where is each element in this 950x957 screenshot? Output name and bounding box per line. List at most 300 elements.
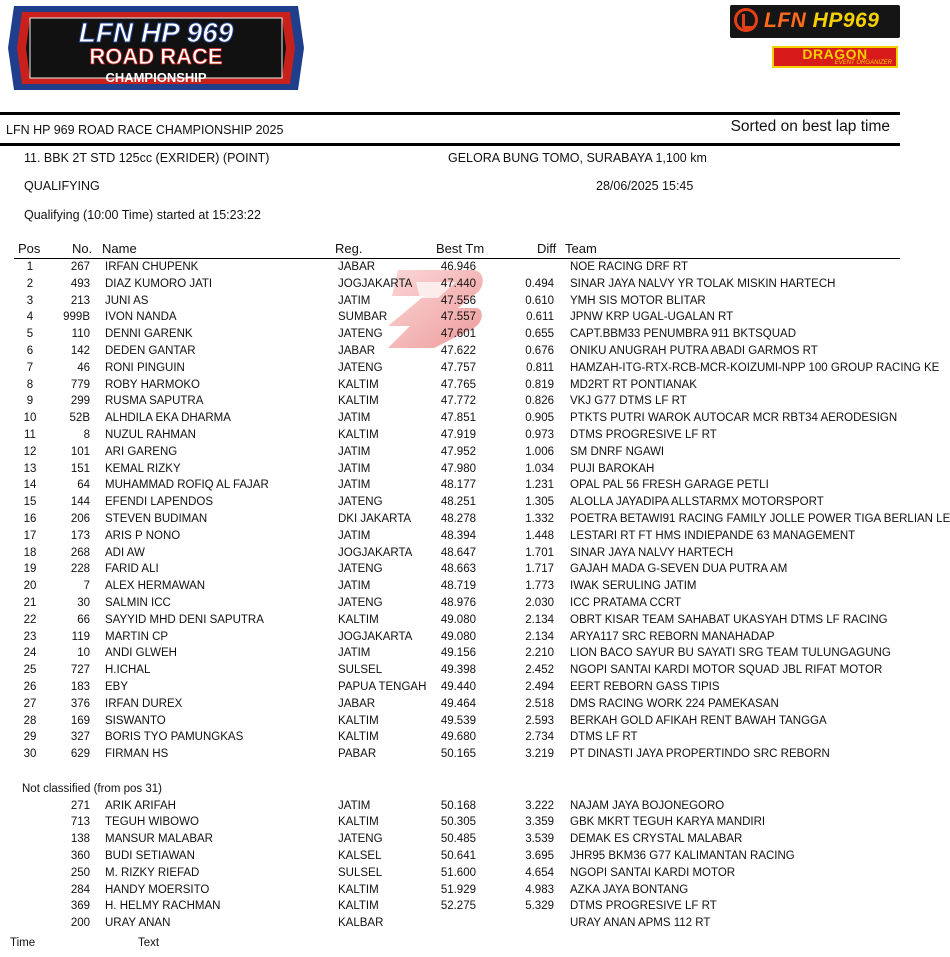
cell-best: 49.440 bbox=[440, 681, 476, 693]
cell-diff: 4.654 bbox=[525, 866, 554, 879]
cell-diff: 2.210 bbox=[525, 647, 554, 660]
table-row bbox=[0, 898, 900, 915]
cell-diff: 1.332 bbox=[525, 513, 554, 525]
cell-no: 138 bbox=[70, 833, 90, 846]
cell-no: 142 bbox=[70, 345, 90, 357]
table-row bbox=[0, 259, 900, 276]
cell-best: 51.929 bbox=[440, 883, 476, 896]
cell-name: URAY ANAN bbox=[105, 917, 171, 930]
cell-diff: 0.655 bbox=[525, 328, 554, 341]
cell-reg: KALTIM bbox=[338, 816, 379, 829]
cell-name: STEVEN BUDIMAN bbox=[105, 513, 208, 525]
cell-name: SISWANTO bbox=[105, 714, 166, 727]
cell-best: 49.398 bbox=[440, 664, 476, 677]
race-class: 11. BBK 2T STD 125cc (EXRIDER) (POINT) bbox=[24, 151, 270, 165]
cell-pos: 16 bbox=[23, 513, 37, 525]
table-row bbox=[0, 629, 900, 646]
cell-best: 47.601 bbox=[440, 328, 476, 341]
championship-logo bbox=[4, 2, 308, 94]
cell-team: LESTARI RT FT HMS INDIEPANDE 63 MANAGEMENT bbox=[570, 529, 856, 542]
cell-no: 119 bbox=[71, 630, 90, 643]
title-divider bbox=[0, 143, 900, 146]
cell-no: 369 bbox=[70, 900, 90, 913]
cell-diff: 2.494 bbox=[525, 681, 554, 693]
cell-team: DEMAK ES CRYSTAL MALABAR bbox=[570, 833, 743, 846]
cell-diff: 1.305 bbox=[525, 496, 554, 509]
cell-name: DENNI GARENK bbox=[105, 328, 193, 341]
cell-team: NOE RACING DRF RT bbox=[570, 261, 688, 273]
cell-name: ARI GARENG bbox=[105, 445, 178, 458]
cell-diff: 1.773 bbox=[525, 580, 554, 593]
cell-no: 268 bbox=[70, 546, 90, 559]
cell-name: ROBY HARMOKO bbox=[105, 378, 200, 391]
cell-best: 49.156 bbox=[440, 647, 476, 660]
cell-name: ALEX HERMAWAN bbox=[105, 580, 206, 593]
cell-team: IWAK SERULING JATIM bbox=[570, 580, 697, 593]
cell-no: 200 bbox=[70, 917, 90, 930]
cell-team: EERT REBORN GASS TIPIS bbox=[570, 681, 720, 693]
cell-reg: JATIM bbox=[338, 445, 371, 458]
event-title: LFN HP 969 ROAD RACE CHAMPIONSHIP 2025 bbox=[6, 123, 284, 137]
col-no: No. bbox=[72, 241, 93, 256]
cell-team: GAJAH MADA G-SEVEN DUA PUTRA AM bbox=[570, 563, 788, 576]
cell-diff: 0.819 bbox=[525, 378, 554, 391]
cell-name: JUNI AS bbox=[105, 294, 149, 307]
cell-team: ICC PRATAMA CCRT bbox=[570, 597, 682, 609]
cell-team: YMH SIS MOTOR BLITAR bbox=[570, 294, 706, 307]
cell-reg: JATIM bbox=[338, 529, 371, 542]
cell-team: DTMS LF RT bbox=[570, 731, 638, 744]
cell-name: H.ICHAL bbox=[105, 664, 151, 677]
cell-team: GBK MKRT TEGUH KARYA MANDIRI bbox=[570, 816, 766, 829]
cell-best: 46.946 bbox=[440, 261, 476, 273]
cell-reg: JATIM bbox=[338, 647, 371, 660]
table-row bbox=[0, 746, 900, 763]
cell-name: MUHAMMAD ROFIQ AL FAJAR bbox=[105, 479, 269, 492]
cell-team: ARYA117 SRC REBORN MANAHADAP bbox=[570, 630, 775, 643]
cell-reg: JATIM bbox=[338, 412, 371, 425]
cell-name: SALMIN ICC bbox=[105, 597, 171, 609]
cell-diff: 3.359 bbox=[525, 816, 554, 829]
cell-reg: JATIM bbox=[338, 799, 371, 812]
cell-team: CAPT.BBM33 PENUMBRA 911 BKTSQUAD bbox=[570, 328, 797, 341]
cell-diff: 2.452 bbox=[525, 664, 554, 677]
cell-best: 47.757 bbox=[440, 361, 476, 374]
cell-team: JPNW KRP UGAL-UGALAN RT bbox=[570, 311, 734, 324]
cell-team: DTMS PROGRESIVE LF RT bbox=[570, 429, 717, 441]
cell-pos: 19 bbox=[23, 563, 37, 576]
cell-reg: JOGJAKARTA bbox=[338, 630, 413, 643]
cell-diff: 4.983 bbox=[525, 883, 554, 896]
cell-best: 48.177 bbox=[440, 479, 476, 492]
cell-pos: 5 bbox=[26, 328, 34, 341]
not-classified-label: Not classified (from pos 31) bbox=[22, 783, 162, 795]
cell-best: 49.464 bbox=[440, 697, 476, 710]
cell-best: 48.663 bbox=[440, 563, 476, 576]
cell-no: 144 bbox=[70, 496, 90, 509]
cell-team: SM DNRF NGAWI bbox=[570, 445, 665, 458]
session-info: Qualifying (10:00 Time) started at 15:23:22 bbox=[24, 208, 261, 222]
cell-pos: 13 bbox=[23, 462, 37, 475]
cell-pos: 22 bbox=[23, 613, 37, 626]
table-row bbox=[0, 679, 900, 696]
table-row bbox=[0, 798, 900, 815]
cell-reg: KALTIM bbox=[338, 731, 379, 744]
cell-team: HAMZAH-ITG-RTX-RCB-MCR-KOIZUMI-NPP 100 GROUP RACING KE bbox=[570, 361, 940, 374]
cell-name: BUDI SETIAWAN bbox=[105, 849, 195, 862]
cell-reg: KALTIM bbox=[338, 395, 379, 408]
cell-pos: 24 bbox=[23, 647, 37, 660]
table-row bbox=[0, 528, 900, 545]
footer-text-label: Text bbox=[138, 937, 160, 949]
cell-best: 47.952 bbox=[440, 445, 476, 458]
cell-pos: 18 bbox=[23, 546, 37, 559]
cell-no: 10 bbox=[77, 647, 90, 660]
cell-no: 151 bbox=[70, 462, 90, 475]
table-row bbox=[0, 444, 900, 461]
cell-best: 48.647 bbox=[440, 546, 476, 559]
cell-best: 50.305 bbox=[440, 816, 476, 829]
cell-best: 47.440 bbox=[440, 277, 476, 290]
cell-best: 49.539 bbox=[440, 714, 476, 727]
table-row bbox=[0, 545, 900, 562]
cell-best: 47.765 bbox=[440, 378, 476, 391]
cell-best: 48.278 bbox=[440, 513, 476, 525]
col-diff: Diff bbox=[537, 241, 557, 256]
logo-line-2: ROAD RACE bbox=[89, 44, 223, 69]
cell-no: 213 bbox=[70, 294, 90, 307]
cell-reg: SULSEL bbox=[338, 664, 383, 677]
cell-diff: 0.494 bbox=[525, 277, 554, 290]
cell-no: 327 bbox=[70, 731, 90, 744]
cell-pos: 23 bbox=[23, 630, 37, 643]
cell-team: AZKA JAYA BONTANG bbox=[570, 883, 689, 896]
cell-pos: 6 bbox=[26, 345, 34, 357]
cell-reg: KALBAR bbox=[338, 917, 384, 930]
cell-best: 47.919 bbox=[440, 429, 476, 441]
cell-best: 49.080 bbox=[440, 630, 476, 643]
cell-no: 999B bbox=[63, 311, 90, 324]
sorted-note: Sorted on best lap time bbox=[730, 118, 890, 135]
cell-best: 47.622 bbox=[440, 345, 476, 357]
cell-reg: DKI JAKARTA bbox=[338, 513, 412, 525]
cell-no: 101 bbox=[70, 445, 90, 458]
cell-team: OPAL PAL 56 FRESH GARAGE PETLI bbox=[570, 479, 769, 492]
cell-diff: 1.701 bbox=[525, 546, 554, 559]
cell-diff: 3.219 bbox=[525, 748, 554, 761]
lfn-hp969-logo bbox=[730, 5, 900, 38]
cell-no: 629 bbox=[70, 748, 90, 761]
cell-pos: 30 bbox=[23, 748, 37, 761]
cell-diff: 3.222 bbox=[525, 799, 554, 812]
cell-name: DIAZ KUMORO JATI bbox=[105, 277, 213, 290]
table-row bbox=[0, 595, 900, 612]
table-row bbox=[0, 326, 900, 343]
table-row bbox=[0, 393, 900, 410]
cell-pos: 1 bbox=[26, 261, 34, 273]
cell-pos: 4 bbox=[26, 311, 34, 324]
table-row bbox=[0, 309, 900, 326]
cell-best: 47.772 bbox=[440, 395, 476, 408]
col-pos: Pos bbox=[18, 241, 41, 256]
cell-name: RUSMA SAPUTRA bbox=[105, 395, 204, 408]
cell-reg: JATIM bbox=[338, 580, 371, 593]
table-row bbox=[0, 511, 950, 528]
cell-no: 284 bbox=[70, 883, 90, 896]
table-row bbox=[0, 696, 900, 713]
cell-diff: 5.329 bbox=[525, 900, 554, 913]
cell-diff: 0.610 bbox=[525, 294, 554, 307]
cell-diff: 2.134 bbox=[525, 630, 554, 643]
cell-reg: KALSEL bbox=[338, 849, 382, 862]
cell-team: LION BACO SAYUR BU SAYATI SRG TEAM TULUNGAGUNG bbox=[570, 647, 891, 660]
top-divider bbox=[0, 112, 900, 115]
table-row bbox=[0, 865, 900, 882]
cell-name: M. RIZKY RIEFAD bbox=[105, 866, 200, 879]
table-row bbox=[0, 612, 900, 629]
cell-diff: 2.518 bbox=[525, 697, 554, 710]
cell-best: 52.275 bbox=[440, 900, 476, 913]
session-datetime: 28/06/2025 15:45 bbox=[596, 179, 694, 193]
cell-reg: PAPUA TENGAH bbox=[338, 681, 427, 693]
table-row bbox=[0, 477, 900, 494]
cell-name: IRFAN DUREX bbox=[105, 697, 183, 710]
cell-no: 206 bbox=[70, 513, 90, 525]
cell-no: 66 bbox=[77, 613, 90, 626]
cell-reg: JABAR bbox=[338, 345, 376, 357]
cell-no: 228 bbox=[70, 563, 90, 576]
cell-team: DMS RACING WORK 224 PAMEKASAN bbox=[570, 697, 779, 710]
cell-no: 779 bbox=[70, 378, 90, 391]
cell-no: 360 bbox=[70, 849, 90, 862]
dragon-main: DRAGON bbox=[802, 46, 868, 62]
dragon-event-logo bbox=[772, 46, 898, 68]
cell-no: 713 bbox=[70, 816, 90, 829]
cell-pos: 10 bbox=[23, 412, 37, 425]
cell-no: 271 bbox=[70, 799, 90, 812]
cell-reg: JATENG bbox=[338, 597, 383, 609]
cell-no: 493 bbox=[70, 277, 90, 290]
cell-team: PTKTS PUTRI WAROK AUTOCAR MCR RBT34 AERODESIGN bbox=[570, 412, 898, 425]
cell-reg: KALTIM bbox=[338, 714, 379, 727]
cell-reg: JATENG bbox=[338, 361, 383, 374]
table-row bbox=[0, 729, 900, 746]
cell-name: IVON NANDA bbox=[105, 311, 177, 324]
cell-no: 52B bbox=[69, 412, 90, 425]
cell-no: 173 bbox=[70, 529, 90, 542]
cell-best: 47.980 bbox=[440, 462, 476, 475]
cell-name: ADI AW bbox=[105, 546, 145, 559]
cell-team: JHR95 BKM36 G77 KALIMANTAN RACING bbox=[570, 849, 795, 862]
cell-no: 727 bbox=[70, 664, 90, 677]
cell-no: 250 bbox=[70, 866, 90, 879]
cell-team: PUJI BAROKAH bbox=[570, 462, 655, 475]
cell-name: ARIK ARIFAH bbox=[105, 799, 176, 812]
cell-reg: KALTIM bbox=[338, 900, 379, 913]
cell-best: 50.168 bbox=[440, 799, 476, 812]
cell-name: EBY bbox=[105, 681, 129, 693]
brand-ring-icon bbox=[734, 8, 758, 32]
cell-name: FARID ALI bbox=[105, 563, 159, 576]
cell-no: 8 bbox=[83, 429, 90, 441]
cell-diff: 3.695 bbox=[525, 849, 554, 862]
cell-diff: 0.811 bbox=[526, 361, 554, 374]
cell-pos: 3 bbox=[26, 294, 34, 307]
cell-no: 169 bbox=[70, 714, 90, 727]
col-best: Best Tm bbox=[436, 241, 485, 256]
cell-diff: 2.734 bbox=[525, 731, 554, 744]
col-name: Name bbox=[102, 241, 137, 256]
cell-pos: 7 bbox=[26, 361, 34, 374]
table-row bbox=[0, 831, 900, 848]
table-row bbox=[0, 293, 900, 310]
cell-team: ONIKU ANUGRAH PUTRA ABADI GARMOS RT bbox=[570, 345, 818, 357]
cell-reg: KALTIM bbox=[338, 613, 379, 626]
cell-pos: 20 bbox=[23, 580, 37, 593]
cell-pos: 21 bbox=[23, 597, 37, 609]
cell-team: MD2RT RT PONTIANAK bbox=[570, 378, 697, 391]
cell-diff: 0.676 bbox=[525, 345, 554, 357]
cell-pos: 17 bbox=[23, 529, 37, 542]
cell-reg: JATENG bbox=[338, 496, 383, 509]
cell-no: 110 bbox=[71, 328, 90, 341]
brand-prefix: LFN bbox=[764, 9, 807, 32]
dragon-sub: EVENT ORGANIZER bbox=[834, 60, 892, 66]
cell-diff: 0.905 bbox=[525, 412, 554, 425]
cell-team: PT DINASTI JAYA PROPERTINDO SRC REBORN bbox=[570, 748, 830, 761]
cell-reg: JABAR bbox=[338, 261, 376, 273]
cell-best: 50.165 bbox=[440, 748, 476, 761]
cell-reg: JABAR bbox=[338, 697, 376, 710]
cell-diff: 2.134 bbox=[525, 613, 554, 626]
table-row bbox=[0, 645, 900, 662]
cell-diff: 0.973 bbox=[525, 429, 554, 441]
cell-team: NAJAM JAYA BOJONEGORO bbox=[570, 799, 725, 812]
cell-pos: 15 bbox=[23, 496, 37, 509]
cell-name: NUZUL RAHMAN bbox=[105, 429, 196, 441]
cell-name: KEMAL RIZKY bbox=[105, 462, 181, 475]
cell-reg: JOGJAKARTA bbox=[338, 546, 413, 559]
cell-name: ANDI GLWEH bbox=[105, 647, 177, 660]
cell-name: HANDY MOERSITO bbox=[105, 883, 210, 896]
cell-team: BERKAH GOLD AFIKAH RENT BAWAH TANGGA bbox=[570, 714, 827, 727]
cell-team: DTMS PROGRESIVE LF RT bbox=[570, 900, 717, 913]
cell-team: VKJ G77 DTMS LF RT bbox=[570, 395, 687, 408]
cell-no: 183 bbox=[70, 681, 90, 693]
cell-best: 47.556 bbox=[440, 294, 476, 307]
cell-name: TEGUH WIBOWO bbox=[105, 816, 199, 829]
cell-diff: 2.030 bbox=[525, 597, 554, 609]
cell-name: RONI PINGUIN bbox=[105, 361, 185, 374]
cell-diff: 3.539 bbox=[525, 833, 554, 846]
cell-name: IRFAN CHUPENK bbox=[105, 261, 199, 273]
cell-best: 50.485 bbox=[440, 833, 476, 846]
cell-best: 47.557 bbox=[440, 311, 476, 324]
cell-reg: KALTIM bbox=[338, 378, 379, 391]
cell-no: 64 bbox=[77, 479, 90, 492]
cell-name: MARTIN CP bbox=[105, 630, 169, 643]
cell-team: SINAR JAYA NALVY YR TOLAK MISKIN HARTECH bbox=[570, 277, 836, 290]
table-row bbox=[0, 461, 900, 478]
cell-name: SAYYID MHD DENI SAPUTRA bbox=[105, 613, 264, 626]
cell-reg: KALTIM bbox=[338, 429, 379, 441]
cell-reg: JATENG bbox=[338, 328, 383, 341]
cell-best: 50.641 bbox=[440, 849, 476, 862]
cell-diff: 1.006 bbox=[525, 445, 554, 458]
cell-no: 267 bbox=[70, 261, 90, 273]
cell-pos: 2 bbox=[26, 277, 34, 290]
cell-reg: JOGJAKARTA bbox=[338, 277, 413, 290]
cell-pos: 26 bbox=[23, 681, 37, 693]
cell-pos: 9 bbox=[26, 395, 34, 408]
cell-reg: KALTIM bbox=[338, 883, 379, 896]
cell-diff: 0.611 bbox=[526, 311, 554, 324]
col-team: Team bbox=[565, 241, 597, 256]
cell-team: POETRA BETAWI91 RACING FAMILY JOLLE POWER TIGA BERLIAN LE bbox=[570, 513, 950, 525]
cell-best: 48.394 bbox=[440, 529, 476, 542]
cell-no: 46 bbox=[77, 361, 90, 374]
cell-reg: JATIM bbox=[338, 479, 371, 492]
cell-pos: 29 bbox=[23, 731, 37, 744]
cell-team: OBRT KISAR TEAM SAHABAT UKASYAH DTMS LF RACING bbox=[570, 613, 888, 626]
session-name: QUALIFYING bbox=[24, 179, 100, 193]
table-row bbox=[0, 915, 900, 932]
cell-diff: 0.826 bbox=[525, 395, 554, 408]
cell-diff: 2.593 bbox=[525, 714, 554, 727]
table-row bbox=[0, 343, 900, 360]
cell-team: NGOPI SANTAI KARDI MOTOR SQUAD JBL RIFAT MOTOR bbox=[570, 664, 883, 677]
footer-time-label: Time bbox=[10, 937, 36, 949]
table-row bbox=[0, 410, 900, 427]
cell-name: ARIS P NONO bbox=[105, 529, 181, 542]
logo-line-1: LFN HP 969 bbox=[78, 17, 234, 48]
cell-best: 49.080 bbox=[440, 613, 476, 626]
cell-diff: 1.231 bbox=[525, 479, 554, 492]
brand-suffix: HP969 bbox=[812, 9, 880, 32]
cell-name: BORIS TYO PAMUNGKAS bbox=[105, 731, 244, 744]
cell-reg: JATENG bbox=[338, 563, 383, 576]
cell-pos: 27 bbox=[23, 697, 37, 710]
cell-pos: 8 bbox=[26, 378, 34, 391]
table-row bbox=[0, 578, 900, 595]
cell-name: MANSUR MALABAR bbox=[105, 833, 213, 846]
cell-pos: 25 bbox=[23, 664, 37, 677]
table-row bbox=[0, 848, 900, 865]
cell-best: 48.976 bbox=[440, 597, 476, 609]
table-row bbox=[0, 882, 900, 899]
cell-name: DEDEN GANTAR bbox=[105, 345, 196, 357]
cell-reg: JATENG bbox=[338, 833, 383, 846]
cell-team: NGOPI SANTAI KARDI MOTOR bbox=[570, 866, 736, 879]
cell-name: H. HELMY RACHMAN bbox=[105, 900, 221, 913]
cell-team: URAY ANAN APMS 112 RT bbox=[570, 917, 711, 930]
table-row bbox=[0, 427, 900, 444]
cell-diff: 1.448 bbox=[525, 529, 554, 542]
cell-best: 47.851 bbox=[440, 412, 476, 425]
cell-reg: SUMBAR bbox=[338, 311, 388, 324]
venue: GELORA BUNG TOMO, SURABAYA 1,100 km bbox=[448, 151, 707, 165]
cell-no: 30 bbox=[77, 597, 90, 609]
cell-best: 48.251 bbox=[440, 496, 476, 509]
cell-reg: PABAR bbox=[338, 748, 377, 761]
table-row bbox=[0, 713, 900, 730]
cell-no: 7 bbox=[83, 580, 90, 593]
logo-line-3: CHAMPIONSHIP bbox=[105, 70, 207, 85]
table-row bbox=[0, 561, 900, 578]
cell-best: 48.719 bbox=[440, 580, 476, 593]
table-row bbox=[0, 494, 900, 511]
cell-reg: JATIM bbox=[338, 294, 371, 307]
